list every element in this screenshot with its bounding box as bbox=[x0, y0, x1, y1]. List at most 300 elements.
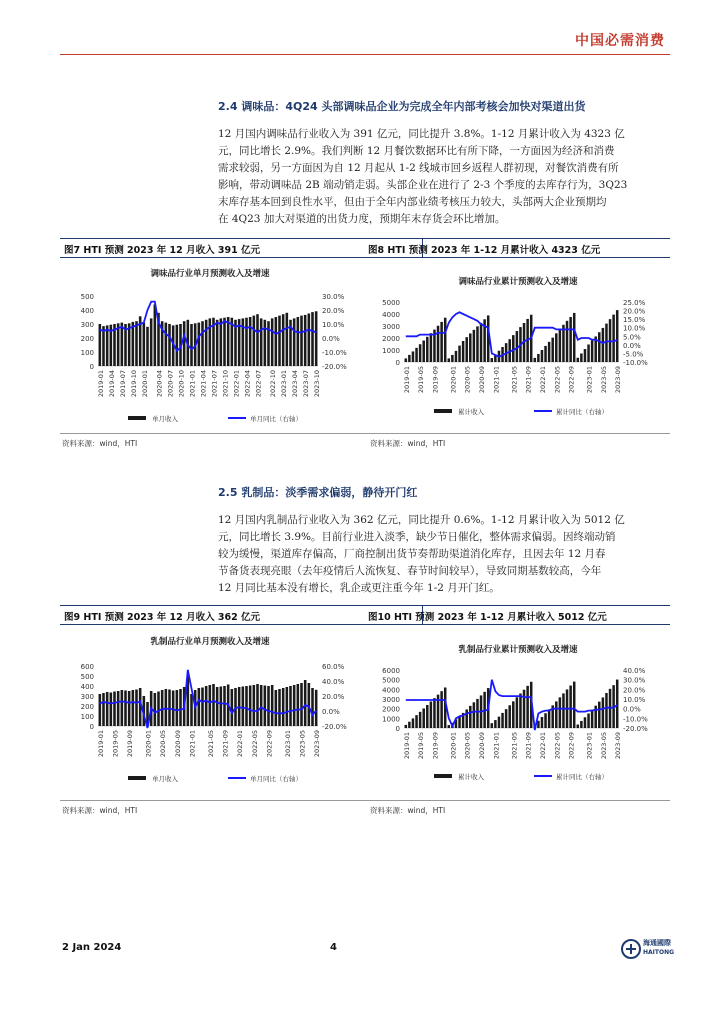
bar bbox=[143, 323, 146, 366]
y2-tick-label: 0.0% bbox=[322, 335, 340, 343]
x-tick-label: 2022-10 bbox=[269, 370, 278, 398]
x-tick-label: 2023-04 bbox=[291, 370, 300, 398]
y-tick-label: 0 bbox=[89, 723, 94, 731]
bar bbox=[315, 311, 318, 366]
figure-8-caption: 图8 HTI 预测 2023 年 1-12 月累计收入 4323 亿元 bbox=[368, 245, 601, 256]
legend-bar-swatch bbox=[434, 409, 452, 413]
x-tick-label: 2020-09 bbox=[478, 366, 487, 394]
bar bbox=[440, 691, 443, 728]
bar bbox=[205, 320, 208, 366]
bar bbox=[146, 327, 149, 366]
bar bbox=[469, 706, 472, 728]
bar bbox=[605, 693, 608, 728]
bar bbox=[150, 318, 153, 366]
bar bbox=[132, 690, 135, 726]
y-tick-label: 500 bbox=[80, 673, 94, 681]
bar bbox=[201, 688, 204, 727]
bar bbox=[437, 326, 440, 362]
bar bbox=[584, 349, 587, 362]
legend-bar-swatch bbox=[434, 774, 452, 778]
chart-fig10 bbox=[366, 628, 671, 800]
bar bbox=[473, 702, 476, 728]
y-tick-label: 300 bbox=[80, 321, 94, 329]
y2-tick-label: 30.0% bbox=[623, 676, 646, 685]
bar bbox=[451, 355, 454, 362]
y2-tick-label: 15.0% bbox=[623, 316, 646, 325]
y-tick-label: 2000 bbox=[382, 705, 400, 714]
bar bbox=[102, 326, 105, 366]
bar bbox=[591, 341, 594, 362]
bar bbox=[544, 346, 547, 362]
bar bbox=[220, 318, 223, 366]
bar bbox=[433, 698, 436, 728]
bar bbox=[286, 313, 289, 366]
x-tick-label: 2020-10 bbox=[177, 370, 186, 398]
x-tick-label: 2021-01 bbox=[492, 366, 501, 394]
bar bbox=[245, 686, 248, 726]
bar bbox=[176, 690, 179, 726]
chart-fig9 bbox=[60, 628, 360, 800]
bar bbox=[505, 709, 508, 728]
bar bbox=[419, 344, 422, 362]
paragraph-line: 元，同比增长 2.9%。我们判断 12 月餐饮数据环比有所下降，一方面因为经济和消费 bbox=[218, 145, 615, 157]
bar bbox=[422, 708, 425, 728]
y2-tick-label: 10.0% bbox=[322, 321, 345, 329]
source-rule bbox=[60, 433, 670, 434]
x-tick-label: 2020-09 bbox=[478, 732, 487, 760]
bar bbox=[419, 712, 422, 728]
bar bbox=[458, 716, 461, 728]
legend-line-label: 累计同比（右轴） bbox=[556, 773, 608, 781]
x-tick-label: 2021-07 bbox=[210, 370, 219, 398]
x-tick-label: 2023-05 bbox=[599, 732, 608, 760]
x-tick-label: 2021-05 bbox=[510, 366, 519, 394]
chart-fig7 bbox=[60, 260, 360, 432]
bar bbox=[465, 709, 468, 728]
bar bbox=[106, 325, 109, 366]
bar bbox=[616, 680, 619, 728]
bar bbox=[587, 714, 590, 729]
paragraph-line: 影响，带动调味品 2B 端动销走弱。头部企业在进行了 2-3 个季度的去库存行为，3Q23 bbox=[218, 179, 628, 191]
x-tick-label: 2022-05 bbox=[250, 730, 259, 758]
y-tick-label: 0 bbox=[395, 725, 400, 733]
bar bbox=[405, 358, 408, 362]
x-tick-label: 2019-09 bbox=[126, 730, 135, 758]
bar bbox=[154, 304, 157, 366]
bar bbox=[455, 351, 458, 362]
bar bbox=[548, 709, 551, 728]
bar bbox=[216, 687, 219, 726]
x-tick-label: 2021-01 bbox=[492, 732, 501, 760]
bar bbox=[124, 691, 127, 727]
bar bbox=[260, 318, 263, 366]
y-tick-label: 1000 bbox=[382, 715, 400, 724]
bar bbox=[491, 723, 494, 728]
y-tick-label: 400 bbox=[80, 683, 94, 691]
section-2-5-body bbox=[218, 512, 671, 597]
paragraph-line: 12 月国内乳制品行业收入为 362 亿元，同比提升 0.6%。1-12 月累计收入为 5012 亿 bbox=[218, 514, 625, 526]
x-tick-label: 2022-09 bbox=[265, 730, 274, 758]
legend-bar-label: 累计收入 bbox=[458, 408, 484, 416]
figure-9-caption: 图9 HTI 预测 2023 年 12 月收入 362 亿元 bbox=[64, 612, 261, 623]
bar bbox=[209, 685, 212, 726]
x-tick-label: 2019-05 bbox=[417, 732, 426, 760]
x-tick-label: 2019-09 bbox=[431, 732, 440, 760]
legend-bar-label: 累计收入 bbox=[458, 773, 484, 781]
bar bbox=[573, 682, 576, 728]
bar bbox=[448, 358, 451, 362]
bar bbox=[275, 317, 278, 366]
y2-tick-label: 20.0% bbox=[322, 307, 345, 315]
bar bbox=[516, 697, 519, 728]
bar bbox=[106, 692, 109, 726]
bar bbox=[256, 684, 259, 726]
y-tick-label: 300 bbox=[80, 693, 94, 701]
y-tick-label: 600 bbox=[80, 663, 94, 671]
y2-tick-label: -10.0% bbox=[623, 359, 648, 367]
bar bbox=[555, 333, 558, 362]
bar bbox=[128, 691, 131, 726]
x-tick-label: 2022-04 bbox=[243, 370, 252, 398]
bar bbox=[555, 701, 558, 728]
bar bbox=[616, 310, 619, 362]
bar bbox=[264, 686, 267, 727]
bar bbox=[526, 686, 529, 728]
bar bbox=[508, 705, 511, 728]
bar bbox=[198, 688, 201, 726]
bar bbox=[154, 693, 157, 726]
bar bbox=[566, 321, 569, 362]
bar bbox=[168, 324, 171, 366]
figure-caption-bar bbox=[60, 605, 670, 625]
bar bbox=[242, 687, 245, 727]
bar bbox=[297, 684, 300, 726]
bar bbox=[220, 687, 223, 727]
bar bbox=[289, 686, 292, 726]
x-tick-label: 2023-10 bbox=[313, 370, 322, 398]
legend-line-label: 单月同比（右轴） bbox=[250, 775, 302, 783]
x-tick-label: 2021-09 bbox=[221, 730, 230, 758]
bar bbox=[534, 358, 537, 362]
bar bbox=[201, 321, 204, 366]
bar bbox=[598, 702, 601, 728]
x-tick-label: 2019-05 bbox=[111, 730, 120, 758]
y2-tick-label: 0.0% bbox=[623, 341, 641, 350]
x-tick-label: 2021-01 bbox=[188, 370, 197, 398]
y-tick-label: 100 bbox=[80, 349, 94, 357]
bar bbox=[231, 689, 234, 726]
legend-bar-swatch bbox=[128, 416, 146, 420]
bar bbox=[260, 685, 263, 726]
chart-fig8 bbox=[366, 260, 671, 432]
bar bbox=[102, 693, 105, 726]
bar bbox=[198, 323, 201, 366]
x-tick-label: 2022-09 bbox=[567, 732, 576, 760]
paragraph-line: 需求较弱，另一方面因为自 12 月起从 1-2 线城市回乡返程人群初现，对餐饮消费有所 bbox=[218, 162, 619, 174]
bar bbox=[278, 689, 281, 726]
x-tick-label: 2022-01 bbox=[236, 730, 245, 758]
x-tick-label: 2023-01 bbox=[280, 370, 289, 398]
source-note: 资料来源：wind，HTI bbox=[62, 806, 138, 815]
figure-10-caption: 图10 HTI 预测 2023 年 1-12 月累计收入 5012 亿元 bbox=[368, 612, 607, 623]
bar bbox=[523, 690, 526, 728]
x-tick-label: 2019-04 bbox=[107, 370, 116, 398]
bar bbox=[311, 688, 314, 726]
source-note: 资料来源：wind，HTI bbox=[370, 439, 446, 448]
bar bbox=[113, 692, 116, 727]
bar bbox=[297, 317, 300, 366]
source-rule bbox=[60, 800, 670, 801]
y2-tick-label: 20.0% bbox=[623, 686, 646, 695]
bar bbox=[480, 323, 483, 362]
x-tick-label: 2021-05 bbox=[206, 730, 215, 758]
bar bbox=[412, 718, 415, 728]
figure-7-caption: 图7 HTI 预测 2023 年 12 月收入 391 亿元 bbox=[64, 245, 261, 256]
figure-caption-bar bbox=[60, 238, 670, 258]
x-tick-label: 2023-09 bbox=[614, 366, 623, 394]
x-tick-label: 2022-01 bbox=[538, 732, 547, 760]
bar bbox=[587, 344, 590, 362]
x-tick-label: 2022-05 bbox=[553, 366, 562, 394]
bar bbox=[584, 717, 587, 728]
bar bbox=[264, 320, 267, 366]
logo-text: 海通國際 bbox=[643, 939, 671, 947]
bar bbox=[422, 341, 425, 362]
bar bbox=[216, 320, 219, 366]
bar bbox=[415, 715, 418, 728]
paragraph-line: 在 4Q23 加大对渠道的出货力度，预期年末存货会环比增加。 bbox=[218, 213, 506, 225]
bar bbox=[267, 321, 270, 366]
y2-tick-label: 60.0% bbox=[322, 663, 345, 671]
paragraph-line: 末库存基本回到良性水平，但由于全年内部业绩考核压力较大，头部两大企业预期均 bbox=[218, 196, 607, 208]
bar bbox=[569, 317, 572, 362]
bar bbox=[580, 721, 583, 728]
bar bbox=[304, 680, 307, 726]
x-tick-label: 2022-01 bbox=[538, 366, 547, 394]
x-tick-label: 2022-09 bbox=[567, 366, 576, 394]
source-note: 资料来源：wind，HTI bbox=[62, 439, 138, 448]
bar bbox=[412, 351, 415, 362]
y2-tick-label: 10.0% bbox=[623, 324, 646, 333]
x-tick-label: 2021-10 bbox=[221, 370, 230, 398]
bar bbox=[190, 694, 193, 726]
chart-title: 调味品行业累计预测收入及增速 bbox=[458, 277, 578, 287]
bar bbox=[469, 333, 472, 362]
bar bbox=[448, 725, 451, 728]
x-tick-label: 2023-07 bbox=[302, 370, 311, 398]
bar bbox=[227, 317, 230, 366]
bar bbox=[544, 713, 547, 728]
bar bbox=[569, 686, 572, 728]
bar bbox=[440, 322, 443, 362]
y-tick-label: 4000 bbox=[382, 311, 400, 319]
bar bbox=[117, 691, 120, 726]
x-tick-label: 2019-05 bbox=[417, 366, 426, 394]
x-tick-label: 2020-05 bbox=[463, 732, 472, 760]
bar bbox=[559, 329, 562, 362]
y2-tick-label: 0.0% bbox=[322, 708, 340, 716]
section-2-5-title: 2.5 乳制品：淡季需求偏弱，静待开门红 bbox=[218, 486, 418, 499]
bar bbox=[537, 354, 540, 362]
bar bbox=[172, 691, 175, 727]
logo-subtext: HAITONG bbox=[643, 949, 675, 956]
x-tick-label: 2020-05 bbox=[159, 730, 168, 758]
y-tick-label: 2000 bbox=[382, 335, 400, 343]
bar bbox=[415, 348, 418, 362]
bar bbox=[512, 335, 515, 362]
bar bbox=[458, 346, 461, 362]
y2-tick-label: 20.0% bbox=[623, 307, 646, 316]
bar bbox=[430, 333, 433, 362]
y2-tick-label: 40.0% bbox=[322, 678, 345, 686]
y-tick-label: 3000 bbox=[382, 323, 400, 331]
y2-tick-label: 40.0% bbox=[623, 667, 646, 675]
x-tick-label: 2021-05 bbox=[510, 732, 519, 760]
x-tick-label: 2019-01 bbox=[402, 366, 411, 394]
bar bbox=[121, 690, 124, 726]
bar bbox=[577, 725, 580, 728]
bar bbox=[473, 330, 476, 362]
y-tick-label: 200 bbox=[80, 703, 94, 711]
bar bbox=[165, 323, 168, 366]
bar bbox=[562, 693, 565, 728]
bar bbox=[304, 315, 307, 366]
bar bbox=[212, 684, 215, 726]
x-tick-label: 2023-01 bbox=[585, 366, 594, 394]
bar bbox=[157, 692, 160, 727]
x-tick-label: 2020-09 bbox=[173, 730, 182, 758]
x-tick-label: 2021-04 bbox=[199, 370, 208, 398]
paragraph-line: 12 月国内调味品行业收入为 391 亿元，同比提升 3.8%。1-12 月累计收入为 4323 亿 bbox=[218, 128, 625, 140]
bar bbox=[282, 688, 285, 726]
bar bbox=[494, 720, 497, 728]
bar bbox=[132, 322, 135, 366]
x-tick-label: 2023-09 bbox=[313, 730, 322, 758]
y-tick-label: 3000 bbox=[382, 696, 400, 704]
bar bbox=[110, 693, 113, 727]
bar bbox=[282, 314, 285, 366]
bar bbox=[405, 725, 408, 728]
legend-bar-swatch bbox=[128, 776, 146, 780]
x-tick-label: 2023-01 bbox=[585, 732, 594, 760]
bar bbox=[293, 685, 296, 726]
y2-tick-label: -20.0% bbox=[322, 363, 347, 371]
paragraph-line: 12 月同比基本没有增长，乳企或更注重今年 1-2 月开门红。 bbox=[218, 582, 500, 594]
bar bbox=[165, 689, 168, 726]
y-tick-label: 0 bbox=[395, 359, 400, 367]
bar bbox=[541, 717, 544, 728]
bar bbox=[271, 318, 274, 366]
legend-bar-label: 单月收入 bbox=[152, 775, 178, 783]
bar bbox=[444, 318, 447, 362]
bar bbox=[223, 686, 226, 726]
bar bbox=[465, 337, 468, 362]
bar bbox=[278, 316, 281, 366]
x-tick-label: 2019-09 bbox=[431, 366, 440, 394]
y-tick-label: 0 bbox=[89, 363, 94, 371]
section-2-4-body bbox=[218, 126, 671, 228]
y-tick-label: 100 bbox=[80, 713, 94, 721]
bar bbox=[271, 685, 274, 726]
legend-line-label: 累计同比（右轴） bbox=[556, 408, 608, 416]
x-tick-label: 2021-09 bbox=[524, 366, 533, 394]
legend-bar-label: 单月收入 bbox=[152, 415, 178, 423]
bar bbox=[256, 314, 259, 366]
x-tick-label: 2019-07 bbox=[118, 370, 127, 398]
bar bbox=[135, 321, 138, 366]
x-tick-label: 2022-05 bbox=[553, 732, 562, 760]
bar bbox=[99, 694, 102, 726]
bar bbox=[311, 312, 314, 366]
y2-tick-label: -5.0% bbox=[623, 350, 644, 359]
bar bbox=[176, 325, 179, 366]
bar bbox=[121, 323, 124, 366]
bar bbox=[267, 686, 270, 726]
y-tick-label: 1000 bbox=[382, 347, 400, 355]
x-tick-label: 2020-07 bbox=[166, 370, 175, 398]
haitong-logo bbox=[620, 937, 678, 961]
y2-tick-label: 5.0% bbox=[623, 333, 641, 342]
x-tick-label: 2020-01 bbox=[449, 732, 458, 760]
y-tick-label: 5000 bbox=[382, 676, 400, 685]
bar bbox=[498, 717, 501, 728]
bar bbox=[602, 328, 605, 362]
x-tick-label: 2020-05 bbox=[463, 366, 472, 394]
bar bbox=[300, 316, 303, 366]
bar bbox=[562, 325, 565, 362]
bar bbox=[476, 699, 479, 728]
x-tick-label: 2020-01 bbox=[140, 370, 149, 398]
x-tick-label: 2021-01 bbox=[188, 730, 197, 758]
bar bbox=[249, 317, 252, 366]
bar bbox=[408, 722, 411, 728]
x-tick-label: 2023-05 bbox=[599, 366, 608, 394]
footer-date: 2 Jan 2024 bbox=[62, 942, 122, 953]
bar bbox=[179, 689, 182, 726]
report-brand: 中国必需消费 bbox=[575, 33, 665, 49]
x-tick-label: 2022-01 bbox=[232, 370, 241, 398]
bar bbox=[559, 697, 562, 728]
bar bbox=[602, 697, 605, 728]
y-tick-label: 5000 bbox=[382, 299, 400, 307]
bar bbox=[598, 332, 601, 362]
bar bbox=[519, 693, 522, 728]
bar bbox=[548, 342, 551, 362]
bar bbox=[223, 318, 226, 366]
bar bbox=[245, 318, 248, 366]
bar bbox=[591, 710, 594, 728]
bar bbox=[183, 321, 186, 366]
bar bbox=[426, 705, 429, 728]
bar bbox=[308, 314, 311, 367]
bar bbox=[541, 350, 544, 362]
x-tick-label: 2019-10 bbox=[129, 370, 138, 398]
bar bbox=[135, 690, 138, 727]
y2-tick-label: -20.0% bbox=[623, 725, 648, 733]
y2-tick-label: -10.0% bbox=[322, 349, 347, 357]
bar bbox=[408, 355, 411, 362]
x-tick-label: 2021-09 bbox=[524, 732, 533, 760]
bar bbox=[501, 713, 504, 728]
y2-tick-label: 0.0% bbox=[623, 705, 641, 714]
y2-tick-label: 10.0% bbox=[623, 696, 646, 704]
bar bbox=[293, 318, 296, 366]
y-tick-label: 200 bbox=[80, 335, 94, 343]
paragraph-line: 节备货表现亮眼（去年疫情后人流恢复、春节时间较早），导致同期基数较高，今年 bbox=[218, 565, 602, 577]
bar bbox=[573, 313, 576, 362]
bar bbox=[205, 686, 208, 726]
x-tick-label: 2020-01 bbox=[449, 366, 458, 394]
